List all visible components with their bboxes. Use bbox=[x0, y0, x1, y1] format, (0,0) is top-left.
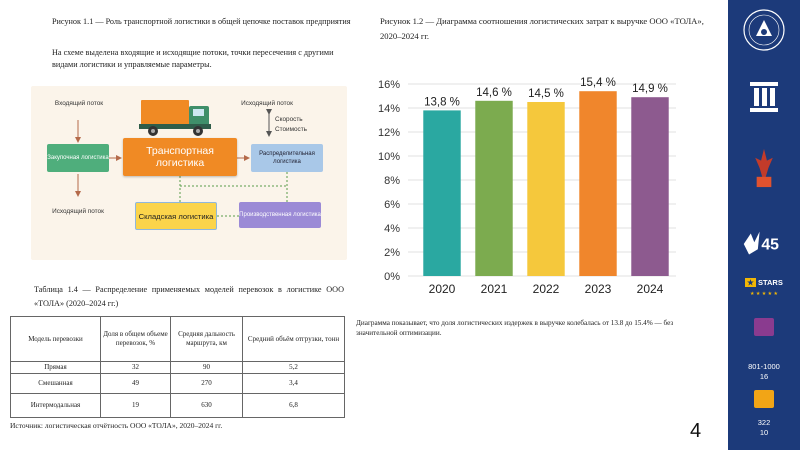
column-emblem-icon bbox=[742, 74, 786, 118]
truck-icon bbox=[139, 100, 211, 136]
bar-value-label: 14,6 % bbox=[476, 86, 512, 99]
table-header-cell: Модель перевозки bbox=[11, 317, 101, 362]
table-cell: Смешанная bbox=[11, 374, 101, 394]
distribution-logistics-box: Распределительная логистика bbox=[251, 144, 323, 172]
table-cell: 5,2 bbox=[243, 362, 345, 374]
table-cell: 630 bbox=[171, 394, 243, 418]
bar-value-label: 15,4 % bbox=[580, 77, 616, 90]
y-tick-label: 8% bbox=[384, 175, 400, 187]
page-number: 4 bbox=[690, 420, 702, 442]
x-tick-label: 2024 bbox=[636, 282, 664, 296]
ranking-range-sub: 16 bbox=[759, 372, 769, 381]
bar-value-label: 13,8 % bbox=[424, 96, 460, 109]
table-cell: 19 bbox=[101, 394, 171, 418]
x-tick-label: 2023 bbox=[584, 282, 612, 296]
victory-monument-icon bbox=[742, 146, 786, 190]
cost-ratio-bar-chart bbox=[360, 70, 680, 300]
table-caption: Таблица 1.4 — Распределение применяемых моделей перевозок в логистике ООО «ТОЛА» (2020–2024 гг.) bbox=[34, 285, 344, 308]
y-tick-label: 16% bbox=[377, 79, 400, 91]
figure2-caption: Рисунок 1.2 — Диаграмма соотношения логистических затрат к выручке ООО «ТОЛА», 2020–2024 гг. bbox=[380, 16, 704, 41]
table-cell: 49 bbox=[101, 374, 171, 394]
ranking-position-sub: 10 bbox=[759, 428, 769, 437]
transport-models-table bbox=[10, 316, 345, 418]
x-tick-label: 2022 bbox=[532, 282, 560, 296]
table-header-cell: Средняя дальность маршрута, км bbox=[171, 317, 243, 362]
transport-logistics-box: Транспортная логистика bbox=[123, 138, 237, 176]
y-tick-label: 10% bbox=[377, 151, 400, 163]
y-tick-label: 12% bbox=[377, 127, 400, 139]
table-row bbox=[11, 374, 345, 394]
y-tick-label: 6% bbox=[384, 199, 400, 211]
y-tick-label: 14% bbox=[377, 103, 400, 115]
bar-value-label: 14,9 % bbox=[632, 83, 668, 96]
y-tick-label: 0% bbox=[384, 271, 400, 283]
table-cell: 3,4 bbox=[243, 374, 345, 394]
logistics-diagram bbox=[31, 86, 347, 260]
table-header-cell: Средний объём отгрузки, тонн bbox=[243, 317, 345, 362]
bar-2022 bbox=[527, 102, 564, 276]
figure1-description: На схеме выделена входящие и исходящие потоки, точки пересечения с другими видами логистики и управляемые параметры. bbox=[52, 48, 334, 69]
table-cell: Прямая bbox=[11, 362, 101, 374]
table-source: Источник: логистическая отчётность ООО «ТОЛА», 2020–2024 гг. bbox=[10, 421, 223, 430]
table-cell: Интермодальная bbox=[11, 394, 101, 418]
university-seal-logo bbox=[742, 8, 786, 52]
stars-rating-icon: ★ ★ ★ ★ ★ bbox=[750, 291, 778, 297]
figure1-caption: Рисунок 1.1 — Роль транспортной логистики в общей цепочке поставок предприятия bbox=[52, 17, 351, 26]
warehouse-logistics-box: Складская логистика bbox=[135, 202, 217, 230]
bar-2021 bbox=[475, 101, 512, 276]
chart-description: Диаграмма показывает, что доля логистических издержек в выручке колебалась от 13.8 до 15.4% — без значительной оптимизации. bbox=[356, 319, 674, 337]
anniversary-45-logo bbox=[742, 222, 786, 266]
ranking-logo-purple bbox=[754, 318, 774, 336]
incoming-flow-label-top: Входящий поток bbox=[54, 100, 104, 107]
bar-2023 bbox=[579, 91, 616, 276]
table-header-row bbox=[11, 317, 345, 362]
stars-badge: ★ STARS bbox=[747, 278, 783, 287]
table-row bbox=[11, 394, 345, 418]
table-cell: 90 bbox=[171, 362, 243, 374]
bar-2020 bbox=[423, 110, 460, 276]
table-cell: 6,8 bbox=[243, 394, 345, 418]
university-sidebar bbox=[728, 0, 800, 450]
table-cell: 270 bbox=[171, 374, 243, 394]
ranking-logo-orange bbox=[754, 390, 774, 408]
table-cell: 32 bbox=[101, 362, 171, 374]
cost-label: Стоимость bbox=[275, 126, 307, 133]
production-logistics-box: Производственная логистика bbox=[239, 202, 321, 228]
x-tick-label: 2020 bbox=[428, 282, 456, 296]
speed-label: Скорость bbox=[275, 116, 303, 123]
svg-text:45: 45 bbox=[761, 236, 779, 254]
outgoing-flow-label: Исходящий поток bbox=[241, 100, 293, 107]
y-tick-label: 2% bbox=[384, 247, 400, 259]
table-header-cell: Доля в общем объеме перевозок, % bbox=[101, 317, 171, 362]
table-row bbox=[11, 362, 345, 374]
x-tick-label: 2021 bbox=[480, 282, 508, 296]
supply-logistics-box: Закупочная логистика bbox=[47, 144, 109, 172]
y-tick-label: 4% bbox=[384, 223, 400, 235]
bar-2024 bbox=[631, 97, 668, 276]
bar-value-label: 14,5 % bbox=[528, 88, 564, 100]
outgoing-flow-label-bottom: Исходящий поток bbox=[52, 208, 104, 215]
ranking-position: 322 bbox=[757, 418, 771, 427]
ranking-range: 801-1000 bbox=[748, 362, 780, 371]
